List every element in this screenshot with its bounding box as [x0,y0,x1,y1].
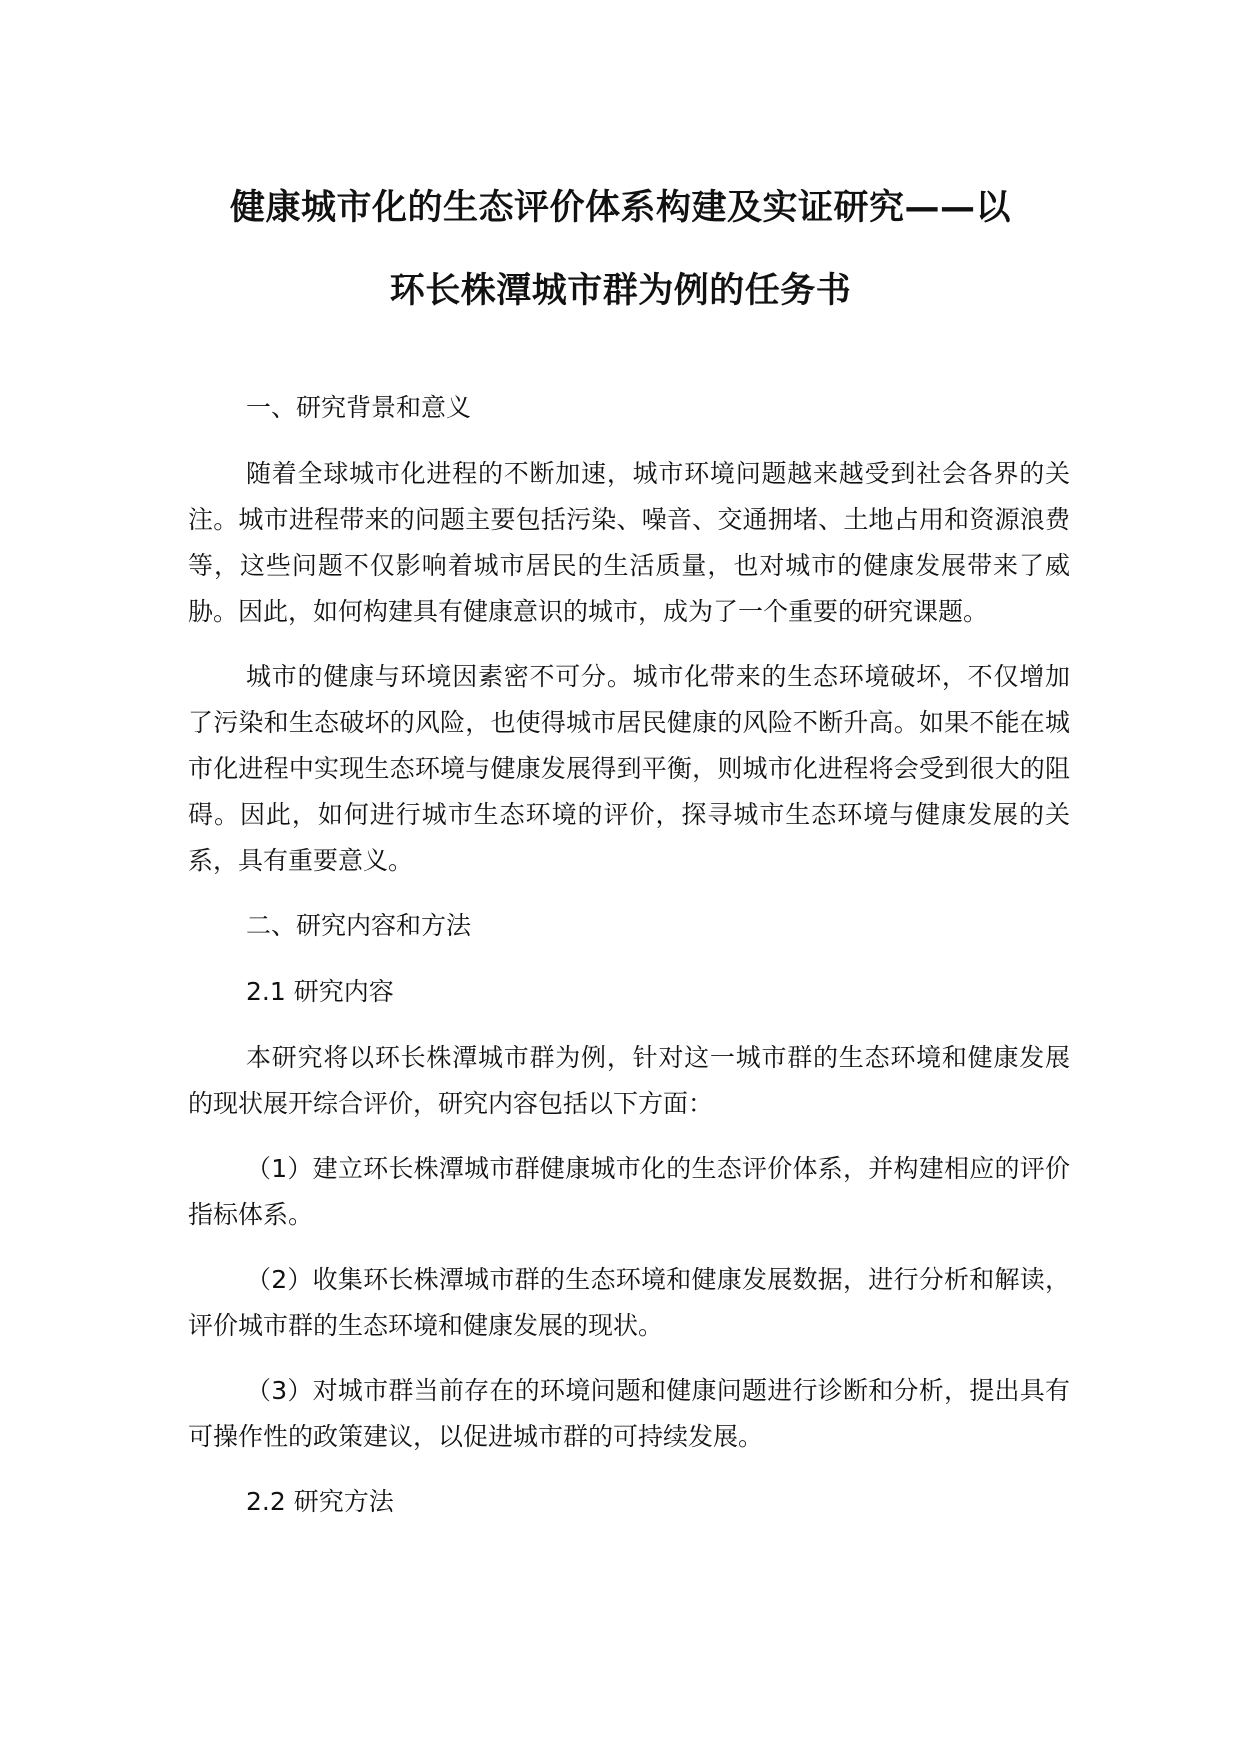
section-2-heading: 二、研究内容和方法 [246,911,472,940]
section-1-heading: 一、研究背景和意义 [246,393,472,422]
document-body [188,385,1070,1545]
subsection-2-1-heading: 2.1 研究内容 [246,977,394,1006]
research-item-3: （3）对城市群当前存在的环境问题和健康问题进行诊断和分析，提出具有可操作性的政策建议，以促进城市群的可持续发展。 [188,1376,1070,1451]
section-1-paragraph-2: 城市的健康与环境因素密不可分。城市化带来的生态环境破坏，不仅增加了污染和生态破坏的风险，也使得城市居民健康的风险不断升高。如果不能在城市化进程中实现生态环境与健康发展得到平衡，则城市化进程将会受到很大的阻碍。因此，如何进行城市生态环境的评价，探寻城市生态环境与健康发展的关系，具有重要意义。 [188,662,1070,875]
research-item-2: （2）收集环长株潭城市群的生态环境和健康发展数据，进行分析和解读，评价城市群的生态环境和健康发展的现状。 [188,1265,1070,1340]
research-item-1: （1）建立环长株潭城市群健康城市化的生态评价体系，并构建相应的评价指标体系。 [188,1154,1070,1229]
subsection-2-2-heading: 2.2 研究方法 [246,1487,394,1516]
subsection-2-1-intro: 本研究将以环长株潭城市群为例，针对这一城市群的生态环境和健康发展的现状展开综合评价，研究内容包括以下方面： [188,1043,1070,1118]
document-title-line-2: 环长株潭城市群为例的任务书 [389,271,852,311]
document-title-line-1: 健康城市化的生态评价体系构建及实证研究——以 [229,188,1011,228]
section-1-paragraph-1: 随着全球城市化进程的不断加速，城市环境问题越来越受到社会各界的关注。城市进程带来的问题主要包括污染、噪音、交通拥堵、土地占用和资源浪费等，这些问题不仅影响着城市居民的生活质量，也对城市的健康发展带来了威胁。因此，如何构建具有健康意识的城市，成为了一个重要的研究课题。 [188,459,1070,626]
